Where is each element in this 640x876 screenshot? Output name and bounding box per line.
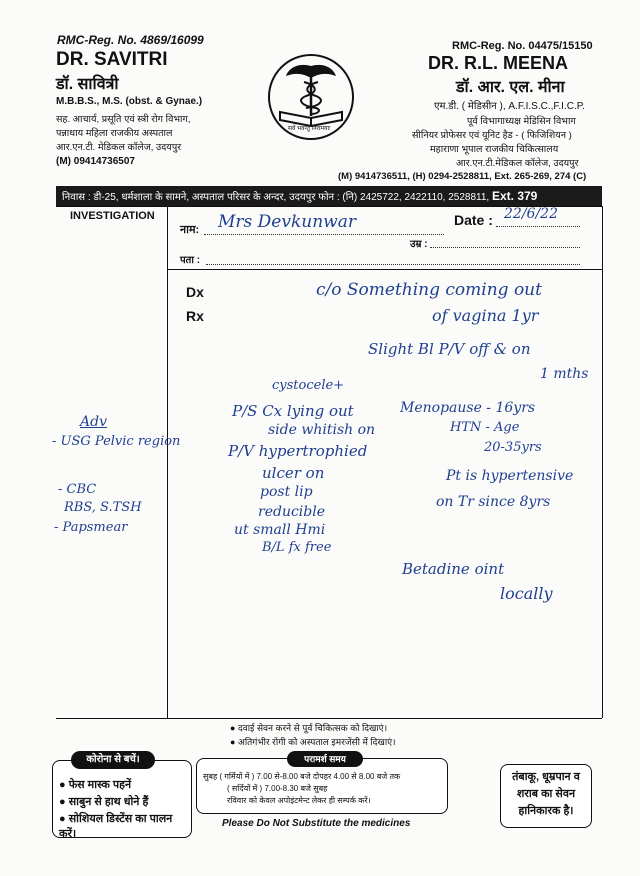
right-designation-3: महाराणा भूपाल राजकीय चिकित्सालय: [430, 144, 559, 155]
bl-fornix-note: B/L fx free: [262, 540, 332, 555]
logo-caption: सर्वे भवन्तु निरामयाः: [288, 126, 331, 132]
right-doctor-degree: एम.डी. ( मेडिसीन ), A.F.I.S.C.,F.I.C.P.: [434, 101, 585, 112]
left-doctor-name: DR. SAVITRI: [56, 49, 168, 70]
advice-heading: Adv: [80, 414, 107, 430]
htn-years: 20-35yrs: [484, 440, 542, 455]
visit-date: 22/6/22: [504, 206, 558, 222]
investigation-3: RBS, S.TSH: [64, 500, 142, 515]
hypertensive-note: Pt is hypertensive: [446, 468, 574, 484]
right-designation-1: पूर्व विभागाध्यक्ष मेडिसिन विभाग: [467, 116, 576, 127]
left-phone: (M) 09414736507: [56, 156, 135, 167]
complaint-line-3: Slight Bl P/V off & on: [368, 340, 531, 358]
age-line: [430, 247, 580, 248]
cystocele-note: cystocele+: [272, 378, 345, 393]
consultation-line-1: सुबह ( गर्मियों में ) 7.00 से-8.00 बजे दोपहर 4.00 से 8.00 बजे तक: [203, 772, 401, 781]
uterus-note: ut small Hmi: [234, 522, 326, 538]
hypertensive-note-2: on Tr since 8yrs: [436, 494, 551, 510]
left-designation-2: पन्नाधाय महिला राजकीय अस्पताल: [56, 128, 173, 139]
investigation-1: - USG Pelvic region: [52, 434, 181, 449]
address-ext: Ext. 379: [491, 189, 538, 203]
right-designation-2: सीनियर प्रोफेसर एवं यूनिट हैड - ( फिजिशियन ): [412, 130, 572, 141]
rx-label: Rx: [186, 308, 204, 324]
age-label: उम्र :: [410, 239, 428, 250]
tobacco-warning: तंबाकू, धूम्रपान व शराब का सेवन हानिकारक है।: [512, 771, 580, 817]
right-reg-number: RMC-Reg. No. 04475/15150: [452, 40, 593, 52]
name-label: नाम:: [180, 224, 200, 236]
htn-note: HTN - Age: [450, 420, 520, 435]
date-line: [496, 226, 580, 227]
footer-divider: [56, 718, 602, 719]
left-designation-1: सह. आचार्य, प्रसूति एवं स्त्री रोग विभाग,: [56, 114, 191, 125]
footer-note-2-text: अतिगंभीर रोगी को अस्पताल इमरजेंसी में दिखाएं।: [237, 737, 396, 747]
corona-title: कोरोना से बचें।: [71, 751, 155, 769]
right-doctor-name-hindi: डॉ. आर. एल. मीना: [456, 79, 565, 96]
consultation-line-3: रविवार को केवल अपोइंटमेन्ट लेकर ही सम्पर्क करें।: [227, 796, 371, 805]
ulcer-note: ulcer on: [262, 464, 325, 482]
clinic-logo: [266, 52, 356, 142]
address-text: निवास : डी-25, धर्मशाला के सामने, अस्पताल परिसर के अन्दर, उदयपुर फोन : (नि) 2425722, 2422110, 2528811,: [62, 192, 490, 203]
name-line: [204, 234, 444, 235]
address-bar: [56, 186, 602, 206]
corona-item-2: ● साबुन से हाथ धोने हैं: [59, 796, 149, 808]
footer-note-1-text: दवाई सेवन करने से पूर्व चिकित्सक को दिखाएं।: [237, 723, 388, 733]
left-doctor-degree: M.B.B.S., M.S. (obst. & Gynae.): [56, 96, 203, 107]
left-designation-3: आर.एन.टी. मेडिकल कॉलेज, उदयपुर: [56, 142, 182, 153]
investigation-divider: [167, 206, 168, 718]
locally-note: locally: [500, 584, 553, 603]
ps-note: P/S Cx lying out: [232, 402, 354, 420]
right-doctor-name: DR. R.L. MEENA: [428, 53, 569, 73]
complaint-line-4: 1 mths: [540, 366, 589, 382]
dx-label: Dx: [186, 284, 204, 300]
date-label: Date :: [454, 212, 493, 228]
right-designation-4: आर.एन.टी.मेडिकल कॉलेज, उदयपुर: [456, 158, 579, 169]
reducible-note: reducible: [258, 504, 325, 520]
corona-item-1: ● फेस मास्क पहनें: [59, 779, 132, 791]
patient-name: Mrs Devkunwar: [218, 212, 356, 232]
menopause-note: Menopause - 16yrs: [400, 400, 536, 416]
consultation-line-2: ( सर्दियों में ) 7.00-8.30 बजे सुबह: [227, 784, 328, 793]
consultation-box: [196, 754, 448, 814]
complaint-line-1: c/o Something coming out: [316, 280, 542, 300]
investigation-2: - CBC: [58, 482, 97, 497]
consultation-title: परामर्श समय: [287, 751, 363, 767]
corona-box: [52, 754, 192, 840]
header-divider: [167, 269, 602, 270]
betadine-note: Betadine oint: [402, 560, 505, 578]
corona-item-3: ● सोशियल डिस्टेंस का पालन करें।: [59, 813, 173, 840]
right-phone: (M) 9414736511, (H) 0294-2528811, Ext. 265-269, 274 (C): [338, 171, 587, 182]
ps-note-2: side whitish on: [268, 422, 376, 438]
pv-note: P/V hypertrophied: [228, 442, 368, 460]
post-lip-note: post lip: [260, 484, 313, 500]
investigation-label: INVESTIGATION: [70, 210, 155, 222]
address-line: [206, 264, 580, 265]
investigation-4: - Papsmear: [54, 520, 128, 535]
footer-note-2: ● अतिगंभीर रोगी को अस्पताल इमरजेंसी में दिखाएं।: [230, 737, 396, 747]
tobacco-warning-box: [500, 764, 592, 828]
left-doctor-name-hindi: डॉ. सावित्री: [56, 76, 119, 93]
left-reg-number: RMC-Reg. No. 4869/16099: [57, 33, 204, 47]
substitute-note: Please Do Not Substitute the medicines: [222, 818, 411, 829]
footer-note-1: ● दवाई सेवन करने से पूर्व चिकित्सक को दिखाएं।: [230, 723, 388, 733]
complaint-line-2: of vagina 1yr: [432, 306, 539, 325]
address-label: पता :: [180, 255, 201, 266]
